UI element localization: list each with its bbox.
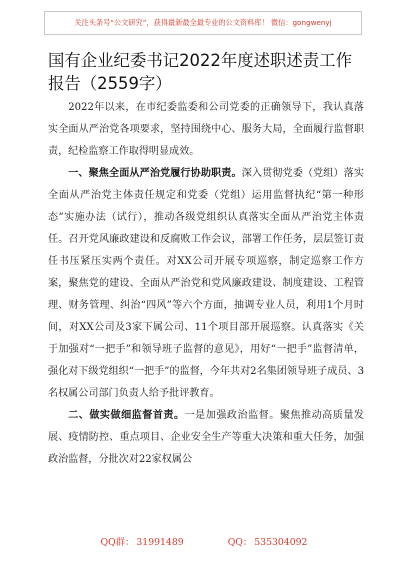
intro-paragraph: 2022年以来，在市纪委监委和公司党委的正确领导下，我认真落实全面从严治党各项要求，坚持围绕中心、服务大局，全面履行监督职责，纪检监察工作取得明显成效。 [48,102,364,157]
section-2-paragraph [48,405,364,471]
qq-number: 535304092 [254,537,308,548]
document-body [48,97,364,471]
section-1-text: 深入贯彻党委（党组）落实全面从严治党主体责任规定和党委（党组）运用监督执纪“第一种形态”实施办法（试行），推动各级党组织认真落实全面从严治党主体责任。召开党风廉政建设和反腐败工作会议，部署工作任务，层层签订责任书压紧压实两个责任。对XX公司开展专项巡察，制定巡察工作方案，聚焦党的建设、全面从严治党和党风廉政建设、制度建设、工程管理、财务管理、纠治“四风”等六个方面，抽调专业人员，利用1个月时间，对XX公司及3家下属公司、11个项目部开展巡察。认真落实《关于加强对“一把手”和领导班子监督的意见》，用好“一把手”监督清单，强化对下级党组织“一把手”的监督，今年共对2名集团领导班子成员、3名权属公司部门负责人给予批评教育。 [48,168,365,399]
qq-group-label: QQ群： [100,537,135,548]
qq-group-number: 31991489 [136,537,184,548]
header-banner [44,11,362,35]
section-2-heading: 二、做实做细监督首责。 [68,410,185,421]
banner-text: 关注头条号“公文研究”，获得最新最全最专业的公文资料库！ 微信：gongwenyj [74,18,332,27]
footer-qq-group [101,534,184,550]
footer-qq [228,534,308,550]
footer-contact [0,534,408,550]
section-2-text: 一是加强政治监督。聚焦推动高质量发展、疫情防控、重点项目、企业安全生产等重大决策和重大任务，加强政治监督，分批次对22家权属公 [48,410,365,465]
section-1-heading: 一、聚焦全面从严治党履行协助职责。 [68,168,242,179]
section-1-paragraph [48,163,364,405]
document-title: 国有企业纪委书记2022年度述职述责工作报告（2559字） [48,51,352,93]
qq-label: QQ： [227,537,253,548]
